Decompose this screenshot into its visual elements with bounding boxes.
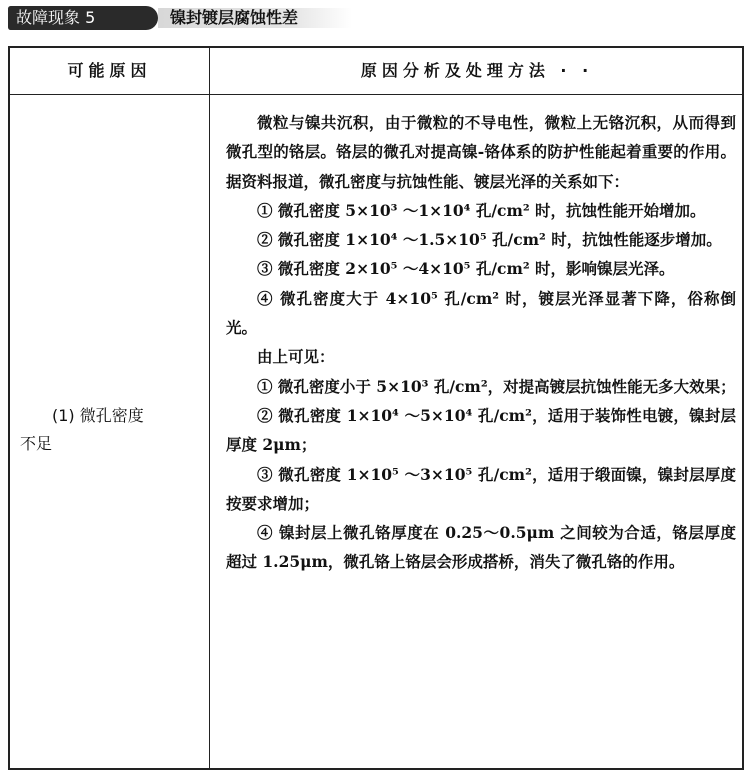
fault-tag: 故障现象 5	[8, 6, 158, 30]
analysis-paragraph: ③ 微孔密度 2×10⁵ ～4×10⁵ 孔/cm² 时，影响镍层光泽。	[257, 259, 675, 279]
fault-title: 镍封镀层腐蚀性差	[170, 8, 299, 27]
analysis-paragraph: ④ 微孔密度大于 4×10⁵ 孔/cm² 时，镀层光泽显著下降，俗称倒光。	[226, 288, 736, 338]
analysis-paragraph: 由上可见：	[257, 347, 335, 367]
analysis-paragraph: 微粒与镍共沉积，由于微粒的不导电性，微粒上无铬沉积，从而得到微孔型的铬层。铬层的微孔对提高镍-铬体系的防护性能起着重要的作用。据资料报道，微孔密度与抗蚀性能、镀层光泽的关系如下：	[226, 113, 736, 191]
header-divider	[10, 94, 742, 95]
cause-line-2: 不足	[20, 434, 53, 453]
analysis-paragraph: ① 微孔密度小于 5×10³ 孔/cm²，对提高镀层抗蚀性能无多大效果；	[257, 376, 736, 396]
analysis-paragraph: ④ 镍封层上微孔铬厚度在 0.25～0.5μm 之间较为合适，铬层厚度超过 1.25μm，微孔铬上铬层会形成搭桥，消失了微孔铬的作用。	[226, 523, 736, 572]
cause-line-1: (1) 微孔密度	[52, 406, 144, 425]
analysis-paragraph: ② 微孔密度 1×10⁴ ～5×10⁴ 孔/cm²，适用于装饰性电镀，镍封层厚度 2μm；	[226, 405, 736, 455]
analysis-paragraph: ③ 微孔密度 1×10⁵ ～3×10⁵ 孔/cm²，适用于缎面镍，镍封层厚度按要求增加；	[226, 464, 736, 513]
column-header-cause: 可能原因	[67, 61, 152, 80]
column-header-analysis: 原因分析及处理方法 · ·	[360, 61, 594, 80]
analysis-paragraph: ① 微孔密度 5×10³ ～1×10⁴ 孔/cm² 时，抗蚀性能开始增加。	[257, 200, 706, 220]
cause-cell	[20, 402, 200, 458]
analysis-cell	[226, 108, 736, 577]
analysis-paragraph: ② 微孔密度 1×10⁴ ～1.5×10⁵ 孔/cm² 时，抗蚀性能逐步增加。	[257, 230, 722, 250]
column-divider	[209, 48, 210, 768]
fault-header	[8, 6, 352, 30]
fault-table	[8, 46, 744, 770]
